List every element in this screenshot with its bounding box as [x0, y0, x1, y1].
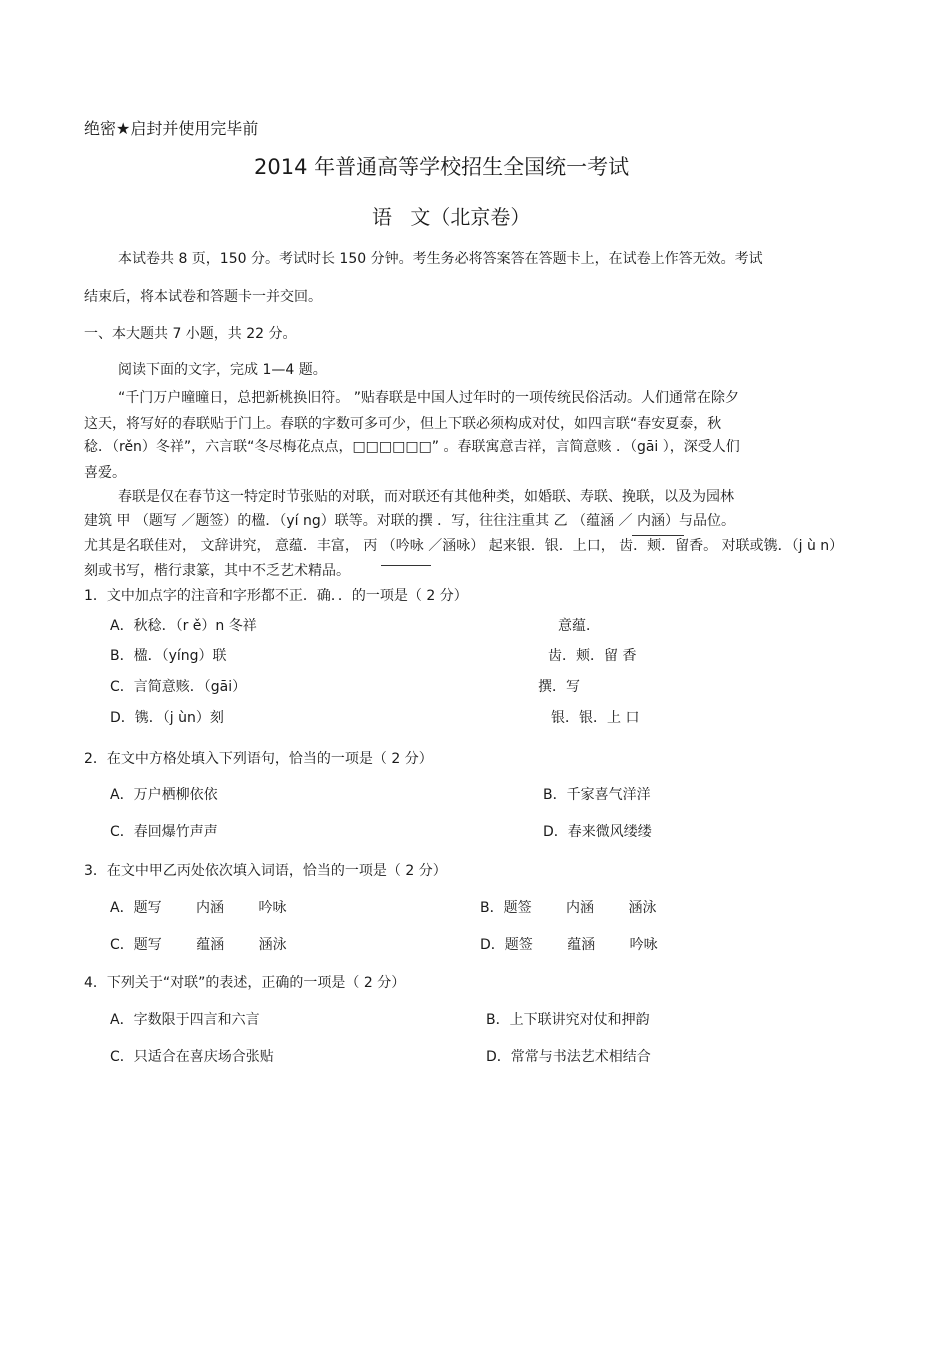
q3-option-b: B．题签 内涵 涵泳 [480, 900, 657, 916]
passage-line: “千门万户曈曈日，总把新桃换旧符。 ”贴春联是中国人过年时的一项传统民俗活动。人们通常在除夕 [118, 390, 739, 406]
intro-line-1: 本试卷共 8 页，150 分。考试时长 150 分钟。考生务必将答案答在答题卡上，在试卷上作答无效。考试 [118, 251, 763, 267]
passage-line: 建筑 甲 （题写 ／题签）的楹．（yí ng）联等。对联的撰 ．写，往往注重其 乙 （蕴涵 ／ 内涵）与品位。 [84, 513, 735, 529]
passage-line: 稔．（rěn）冬祥”，六言联“冬尽梅花点点，□□□□□□” 。春联寓意吉祥，言简意赅 ．（gāi ），深受人们 [84, 439, 740, 455]
passage-line: 刻或书写，楷行隶篆，其中不乏艺术精品。 [84, 563, 350, 579]
q1-option-c-right: 撰．写 [538, 679, 580, 695]
q1-option-d: D．镌．（j ùn）刻 [110, 710, 224, 726]
q4-option-a: A．字数限于四言和六言 [110, 1012, 260, 1028]
passage-line: 喜爱。 [84, 465, 126, 481]
q3-option-a: A．题写 内涵 吟咏 [110, 900, 287, 916]
q1-option-d-right: 银．银．上 口 [551, 710, 640, 726]
q3-option-c: C．题写 蕴涵 涵泳 [110, 937, 287, 953]
q2-option-d: D．春来微风缕缕 [543, 824, 652, 840]
question-2-stem: 2．在文中方格处填入下列语句，恰当的一项是（ 2 分） [84, 751, 433, 767]
page-subtitle: 语 文（北京卷） [372, 205, 531, 229]
q1-option-a: A．秋稔．（r ě）n 冬祥 [110, 618, 257, 634]
passage-instruction: 阅读下面的文字，完成 1—4 题。 [118, 362, 327, 378]
passage-line: 尤其是名联佳对， 文辞讲究， 意蕴．丰富， 丙 （吟咏 ／涵咏） 起来银．银．上口， 齿．颊．留香。 对联或镌．（j ù n） [84, 538, 844, 554]
q2-option-a: A．万户栖柳依依 [110, 787, 218, 803]
blank-underline [381, 565, 431, 566]
q4-option-b: B．上下联讲究对仗和押韵 [486, 1012, 650, 1028]
passage-line: 这天，将写好的春联贴于门上。春联的字数可多可少，但上下联必须构成对仗，如四言联“春安夏泰，秋 [84, 416, 722, 432]
passage-line: 春联是仅在春节这一特定时节张贴的对联，而对联还有其他种类，如婚联、寿联、挽联，以及为园林 [118, 489, 734, 505]
q1-option-b-right: 齿．颊．留 香 [548, 648, 637, 664]
q2-option-c: C．春回爆竹声声 [110, 824, 218, 840]
q3-option-d: D．题签 蕴涵 吟咏 [480, 937, 658, 953]
question-1-stem: 1．文中加点字的注音和字形都不正．确．．的一项是（ 2 分） [84, 588, 468, 604]
q4-option-d: D．常常与书法艺术相结合 [486, 1049, 651, 1065]
q1-option-c: C．言简意赅．（gāi） [110, 679, 247, 695]
secret-header: 绝密★启封并使用完毕前 [84, 119, 259, 138]
q1-option-b: B．楹．（yíng）联 [110, 648, 227, 664]
intro-line-2: 结束后，将本试卷和答题卡一并交回。 [84, 289, 322, 305]
blank-underline [632, 535, 684, 536]
question-3-stem: 3．在文中甲乙丙处依次填入词语，恰当的一项是（ 2 分） [84, 863, 447, 879]
section-heading: 一、本大题共 7 小题，共 22 分。 [84, 326, 297, 342]
q4-option-c: C．只适合在喜庆场合张贴 [110, 1049, 274, 1065]
q1-option-a-right: 意蕴． [558, 618, 600, 634]
q2-option-b: B．千家喜气洋洋 [543, 787, 651, 803]
question-4-stem: 4．下列关于“对联”的表述，正确的一项是（ 2 分） [84, 975, 406, 991]
page-title: 2014 年普通高等学校招生全国统一考试 [254, 155, 630, 179]
